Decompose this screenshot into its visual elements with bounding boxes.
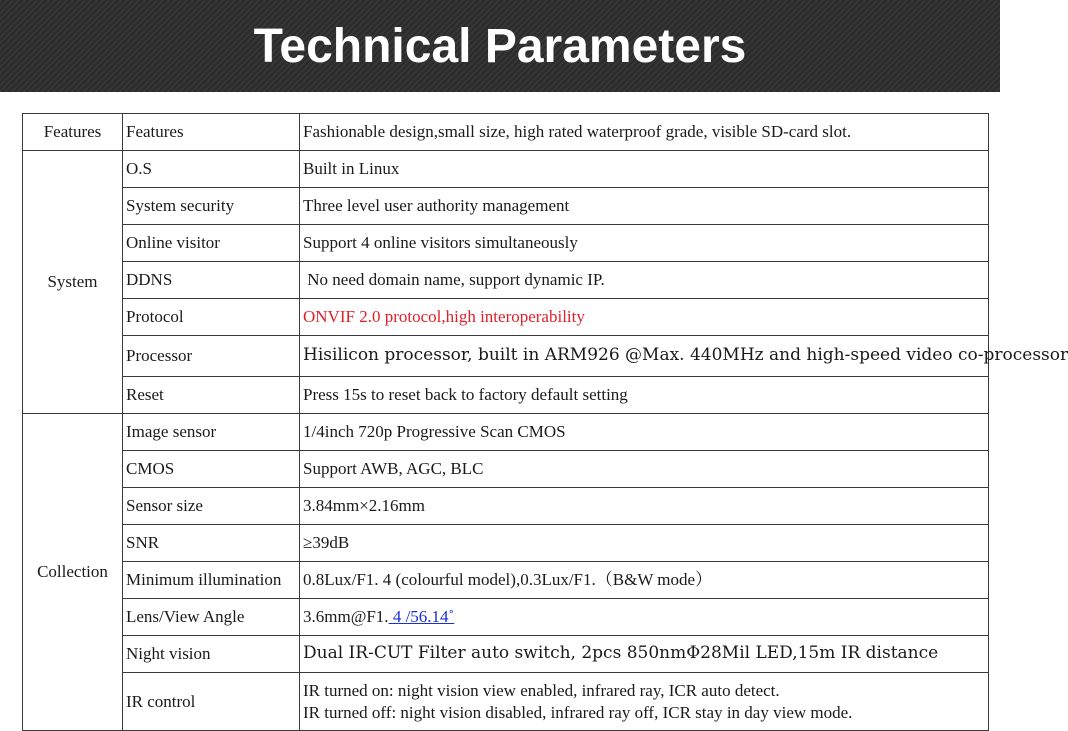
param-name: Sensor size (123, 488, 300, 525)
param-value-highlight: ONVIF 2.0 protocol,high interoperability (300, 299, 989, 336)
param-value (300, 599, 989, 636)
table-row (23, 562, 989, 599)
param-value: 0.8Lux/F1. 4 (colourful model),0.3Lux/F1.（B&W mode） (300, 562, 989, 599)
param-name: IR control (123, 673, 300, 731)
page-title: Technical Parameters (253, 19, 747, 73)
param-name: Minimum illumination (123, 562, 300, 599)
table-row (23, 599, 989, 636)
ir-control-line-2: IR turned off: night vision disabled, infrared ray off, ICR stay in day view mode. (303, 702, 853, 722)
ir-control-line-1: IR turned on: night vision view enabled, infrared ray, ICR auto detect. (303, 681, 780, 701)
param-value: Press 15s to reset back to factory default setting (300, 377, 989, 414)
param-value (300, 673, 989, 731)
table-row (23, 114, 989, 151)
table-row (23, 151, 989, 188)
param-value: Dual IR-CUT Filter auto switch, 2pcs 850nmΦ28Mil LED,15m IR distance (300, 636, 989, 673)
param-name: Online visitor (123, 225, 300, 262)
group-cell-collection: Collection (23, 414, 123, 731)
param-name: Reset (123, 377, 300, 414)
param-name: Night vision (123, 636, 300, 673)
table-row (23, 299, 989, 336)
param-name: CMOS (123, 451, 300, 488)
param-value: ≥39dB (300, 525, 989, 562)
param-value: Hisilicon processor, built in ARM926 @Max. 440MHz and high-speed video co-processor (300, 336, 989, 377)
table-row (23, 636, 989, 673)
group-cell-system: System (23, 151, 123, 414)
param-value: 1/4inch 720p Progressive Scan CMOS (300, 414, 989, 451)
table-row (23, 673, 989, 731)
technical-parameters-table (22, 113, 1068, 731)
table-row (23, 188, 989, 225)
lens-value-text: 3.6mm@F1. (303, 607, 389, 627)
param-value: Built in Linux (300, 151, 989, 188)
param-name: DDNS (123, 262, 300, 299)
table-row (23, 488, 989, 525)
param-name: Protocol (123, 299, 300, 336)
table-row (23, 336, 989, 377)
table-row (23, 525, 989, 562)
table-row (23, 377, 989, 414)
param-value: Fashionable design,small size, high rated waterproof grade, visible SD-card slot. (300, 114, 989, 151)
param-value: No need domain name, support dynamic IP. (300, 262, 989, 299)
param-value: Support AWB, AGC, BLC (300, 451, 989, 488)
param-name: O.S (123, 151, 300, 188)
table-row (23, 451, 989, 488)
param-name: Lens/View Angle (123, 599, 300, 636)
param-name: Processor (123, 336, 300, 377)
param-name: Image sensor (123, 414, 300, 451)
param-name: System security (123, 188, 300, 225)
param-name: SNR (123, 525, 300, 562)
param-name: Features (123, 114, 300, 151)
param-value: Three level user authority management (300, 188, 989, 225)
table-row (23, 262, 989, 299)
table-row (23, 414, 989, 451)
group-cell-features: Features (23, 114, 123, 151)
view-angle-link[interactable]: 4 /56.14˚ (388, 607, 455, 627)
table-row (23, 225, 989, 262)
param-value: 3.84mm×2.16mm (300, 488, 989, 525)
param-value: Support 4 online visitors simultaneously (300, 225, 989, 262)
header-banner (0, 0, 1000, 92)
